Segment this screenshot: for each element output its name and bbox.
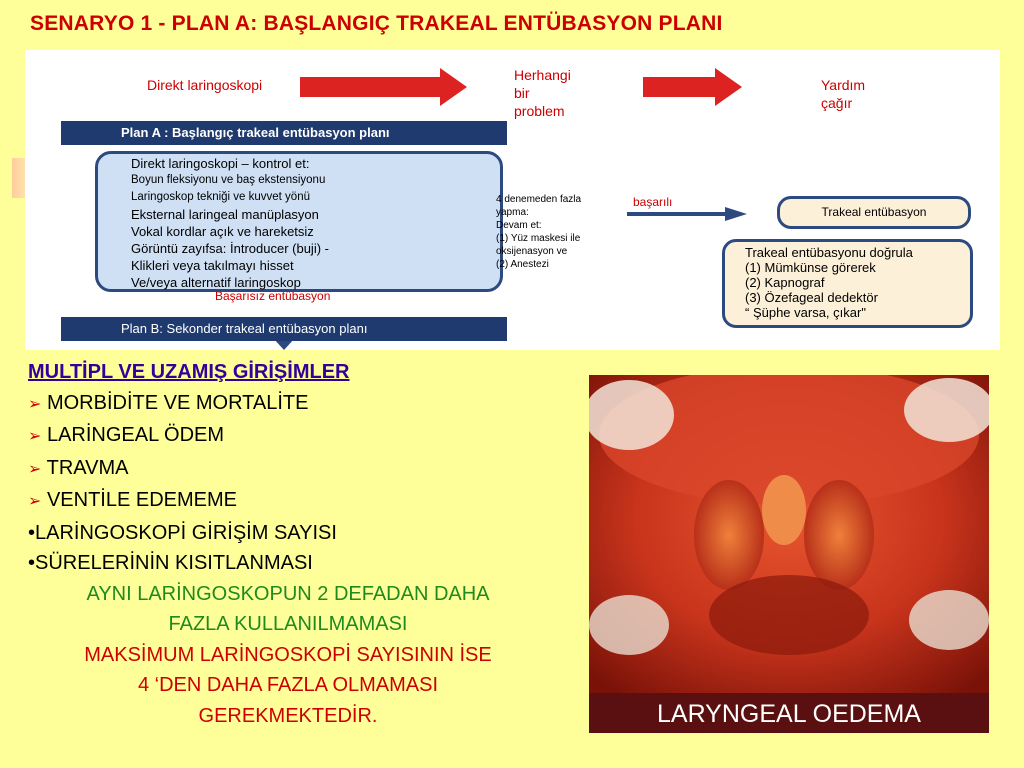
basarisiz-entubasyon-label: Başarısız entübasyon xyxy=(215,289,331,303)
plan-a-steps-list: Direkt laringoskopi – kontrol et: Boyun fleksiyonu ve baş ekstensiyonu Laringoskop tekniği ve kuvvet yönü Eksternal laringeal manüplasyon Vokal kordlar açık ve hareketsiz Görüntü zayıfsa: İntroducer (buji) - Klikleri veya takılmayı hisset Ve/veya alternatif laringoskop xyxy=(131,156,329,290)
arrow-bullet-icon: ➢ xyxy=(28,493,42,510)
photo-caption: LARYNGEAL OEDEMA xyxy=(589,693,989,733)
arrow-item: ➢ TRAVMA xyxy=(28,456,129,479)
red-note-line: GEREKMEKTEDİR. xyxy=(198,704,378,727)
red-note-line: MAKSİMUM LARİNGOSKOPİ SAYISININ İSE xyxy=(84,643,492,666)
herhangi-problem-label: Herhangi bir problem xyxy=(514,67,571,119)
direkt-laringoskopi-label: Direkt laringoskopi xyxy=(147,77,263,93)
red-arrow-1-icon xyxy=(300,68,467,106)
middle-note: 4 denemeden fazla yapma: Devam et: (1) Yüz maskesi ile oksijenasyon ve (2) Anestezi xyxy=(496,194,582,270)
trakeal-entubasyon-box xyxy=(777,196,971,229)
throat-image xyxy=(589,375,989,693)
flow-diagram xyxy=(25,50,1000,350)
laryngeal-oedema-photo xyxy=(589,375,989,733)
slide-title: SENARYO 1 - PLAN A: BAŞLANGIÇ TRAKEAL ENTÜBASYON PLANI xyxy=(30,12,723,35)
basarili-label: başarılı xyxy=(633,195,673,209)
dot-bullet-icon: • xyxy=(28,552,36,574)
red-note-line: 4 ‘DEN DAHA FAZLA OLMAMASI xyxy=(137,674,439,696)
plan-b-bar: Plan B: Sekonder trakeal entübasyon planı xyxy=(61,317,507,341)
main-content xyxy=(28,357,568,731)
blue-arrow-icon xyxy=(627,207,747,221)
verify-box xyxy=(722,239,973,328)
green-note-line: FAZLA KULLANILMAMASI xyxy=(168,613,408,635)
arrow-item: ➢ MORBİDİTE VE MORTALİTE xyxy=(28,391,309,414)
verify-list: Trakeal entübasyonu doğrula (1) Mümkünse görerek (2) Kapnograf (3) Özefageal dedektör “ Şüphe varsa, çıkar" xyxy=(745,245,913,320)
arrow-bullet-icon: ➢ xyxy=(28,460,42,478)
section-heading: MULTİPL VE UZAMIŞ GİRİŞİMLER xyxy=(28,361,350,383)
plan-a-bar: Plan A : Başlangıç trakeal entübasyon planı xyxy=(61,121,507,145)
yardim-cagir-label: Yardım çağır xyxy=(821,77,866,111)
green-note-line: AYNI LARİNGOSKOPUN 2 DEFADAN DAHA xyxy=(86,582,490,605)
trakeal-entubasyon-label: Trakeal entübasyon xyxy=(821,205,927,219)
dot-bullet-icon: • xyxy=(28,521,36,544)
arrow-bullet-icon: ➢ xyxy=(28,428,42,445)
bullet-item: •LARİNGOSKOPİ GİRİŞİM SAYISI xyxy=(28,521,337,544)
arrow-bullet-icon: ➢ xyxy=(28,395,42,413)
plan-a-steps-box xyxy=(95,151,503,292)
bullet-item: •SÜRELERİNİN KISITLANMASI xyxy=(28,552,313,574)
arrow-item: ➢ LARİNGEAL ÖDEM xyxy=(28,424,225,446)
arrow-item: ➢ VENTİLE EDEMEME xyxy=(28,489,238,511)
red-arrow-2-icon xyxy=(643,68,742,106)
